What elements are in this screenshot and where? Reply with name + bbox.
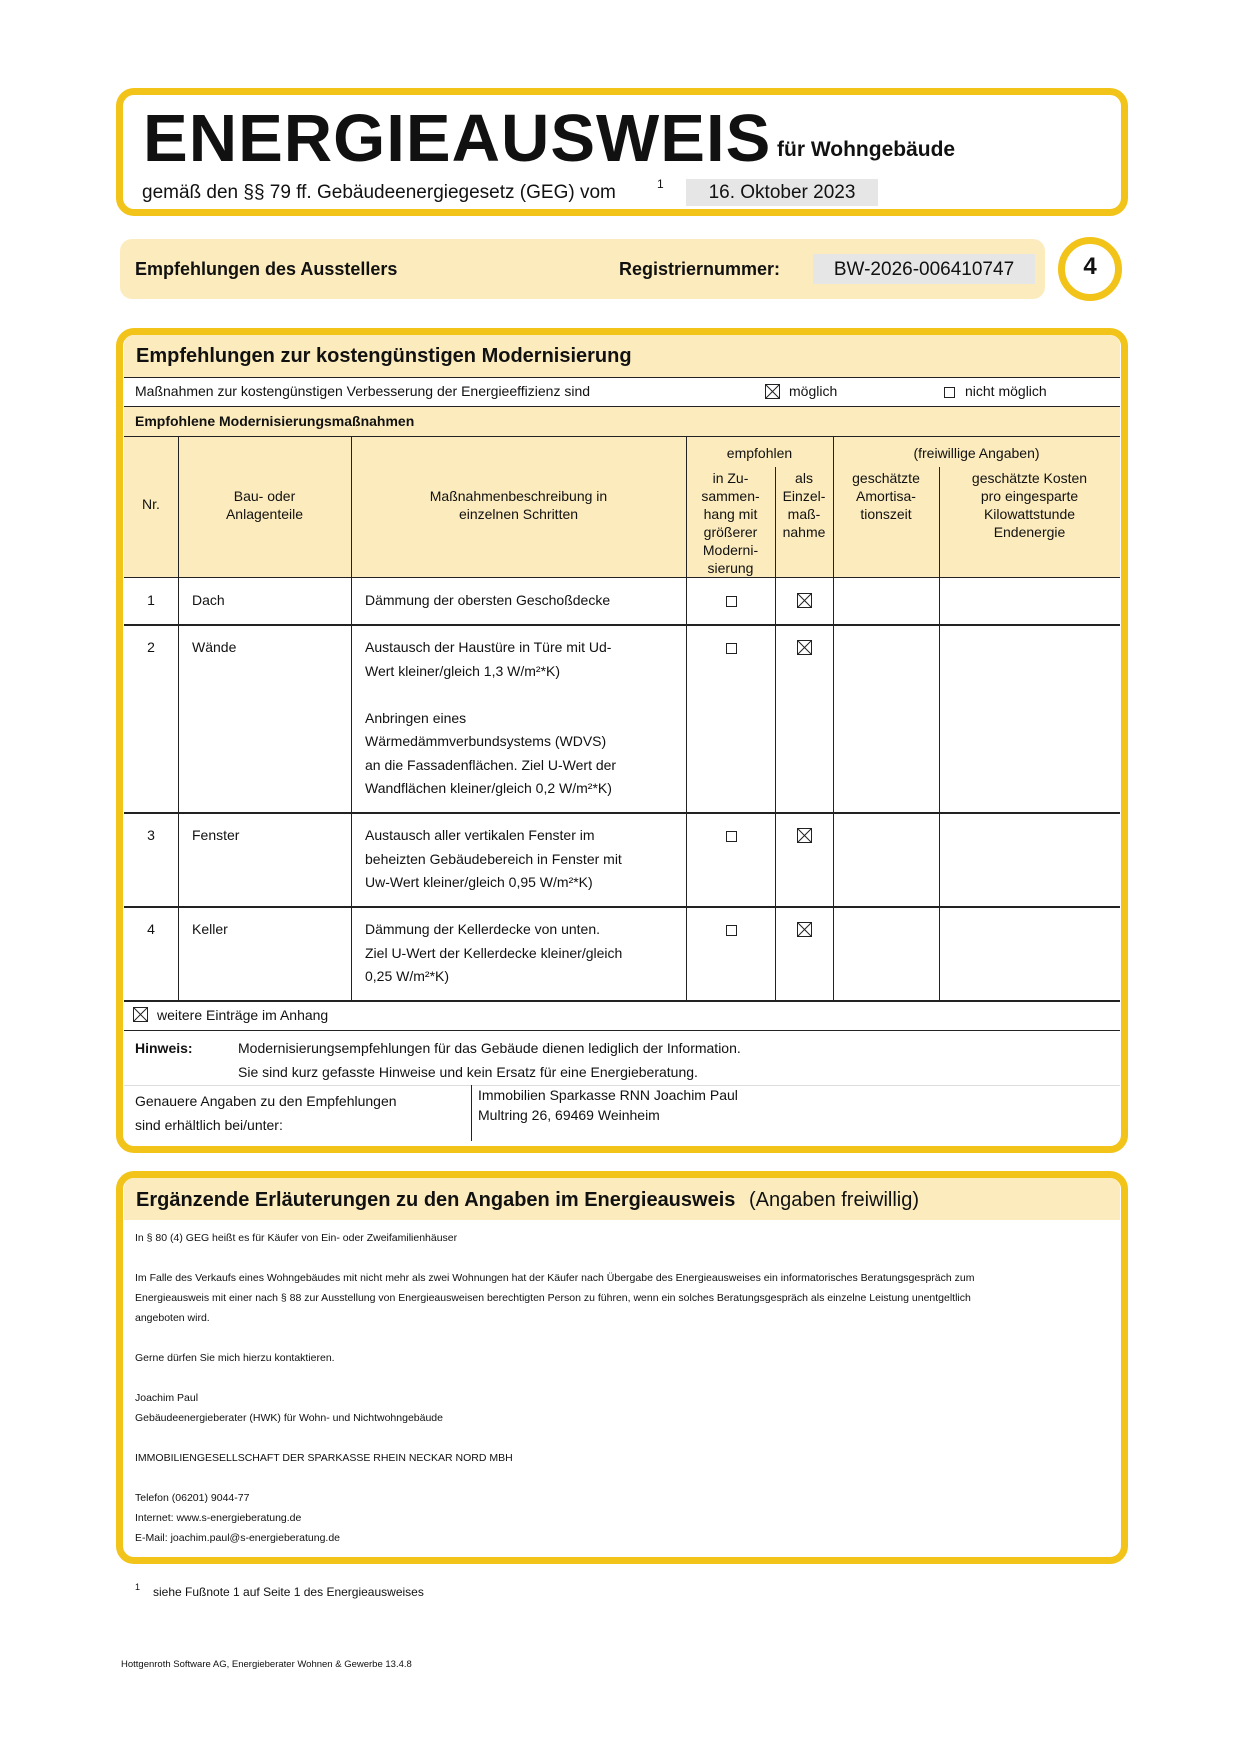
header-box xyxy=(116,88,1128,216)
erlaeuterungen-line: E-Mail: joachim.paul@s-energieberatung.de xyxy=(135,1532,341,1544)
erlaeuterungen-line: In § 80 (4) GEG heißt es für Käufer von Ein- oder Zweifamilienhäuser xyxy=(135,1232,458,1244)
row-2-part: Wände xyxy=(192,639,237,655)
row-2-in-zusammenhang-checkbox[interactable] xyxy=(726,643,737,654)
footnote-number: 1 xyxy=(135,1582,141,1592)
footnote-mark: 1 xyxy=(657,177,664,191)
section-label: Empfehlungen des Ausstellers xyxy=(135,259,398,279)
contact-value: Immobilien Sparkasse RNN Joachim Paul Multring 26, 69469 Weinheim xyxy=(478,1087,738,1123)
possible-label: möglich xyxy=(789,383,838,399)
row-1-description: Dämmung der obersten Geschoßdecke xyxy=(365,592,611,608)
possible-checkbox[interactable] xyxy=(765,384,780,399)
hinweis-label: Hinweis: xyxy=(135,1040,193,1056)
erlaeuterungen-line: Energieausweis mit einer nach § 88 zur Ausstellung von Energieausweisen berechtigten Person zu führen, wenn ein solches Beratungsgespräch als einzelne Leistung unentgeltlich xyxy=(135,1292,971,1304)
erlaeuterungen-title xyxy=(136,1189,919,1212)
erlaeuterungen-line: Im Falle des Verkaufs eines Wohngebäudes mit nicht mehr als zwei Wohnungen hat der Käufer nach Übergabe des Energieausweises ein informatorisches Beratungsgespräch zum xyxy=(135,1272,975,1284)
erlaeuterungen-line xyxy=(135,1248,1110,1268)
issue-date: 16. Oktober 2023 xyxy=(708,182,856,203)
erlaeuterungen-title-note: (Angaben freiwillig) xyxy=(748,1189,920,1211)
measures-possible-text: Maßnahmen zur kostengünstigen Verbesserung der Energieeffizienz sind xyxy=(135,383,591,399)
row-2-nr: 2 xyxy=(147,639,155,655)
erlaeuterungen-line: Internet: www.s-energieberatung.de xyxy=(135,1512,302,1524)
erlaeuterungen-line: Gebäudeenergieberater (HWK) für Wohn- und Nichtwohngebäude xyxy=(135,1412,443,1424)
software-credit: Hottgenroth Software AG, Energieberater Wohnen & Gewerbe 13.4.8 xyxy=(121,1659,412,1670)
row-3-einzel-checkbox[interactable] xyxy=(797,828,812,843)
erlaeuterungen-line: angeboten wird. xyxy=(135,1312,210,1324)
row-3-in-zusammenhang-checkbox[interactable] xyxy=(726,831,737,842)
erlaeuterungen-line: IMMOBILIENGESELLSCHAFT DER SPARKASSE RHEIN NECKAR NORD MBH xyxy=(135,1452,513,1464)
not-possible-label: nicht möglich xyxy=(965,383,1047,399)
col-header-description: Maßnahmenbeschreibung in einzelnen Schritten xyxy=(429,488,608,522)
row-2-description: Austausch der Haustüre in Türe mit Ud- Wert kleiner/gleich 1,3 W/m²*K) Anbringen eines Wärmedämmverbundsystems (WDVS) an die Fassadenflächen. Ziel U-Wert der Wandflächen kleiner/gleich 0,2 W/m²*K) xyxy=(365,639,617,796)
col-header-in-zusammenhang: in Zu- sammen- hang mit größerer Moderni- sierung xyxy=(701,470,760,576)
row-4-description: Dämmung der Kellerdecke von unten. Ziel U-Wert der Kellerdecke kleiner/gleich 0,25 W/m²*K) xyxy=(365,921,623,984)
col-header-einzel: als Einzel- maß- nahme xyxy=(782,470,826,540)
contact-label: Genauere Angaben zu den Empfehlungen sind erhältlich bei/unter: xyxy=(135,1093,397,1133)
modernisierung-title: Empfehlungen zur kostengünstigen Modernisierung xyxy=(136,345,632,367)
erlaeuterungen-text xyxy=(135,1228,1110,1548)
row-3-nr: 3 xyxy=(147,827,155,843)
erlaeuterungen-line xyxy=(135,1368,1110,1388)
registration-label: Registriernummer: xyxy=(619,259,781,279)
erlaeuterungen-line: Gerne dürfen Sie mich hierzu kontaktieren. xyxy=(135,1352,335,1364)
row-1-part: Dach xyxy=(192,592,225,608)
legal-basis: gemäß den §§ 79 ff. Gebäudeenergiegesetz (GEG) vom xyxy=(142,182,616,203)
row-4-einzel-checkbox[interactable] xyxy=(797,922,812,937)
col-header-amortisation: geschätzte Amortisa- tionszeit xyxy=(852,470,920,522)
page-number: 4 xyxy=(1083,253,1097,280)
erlaeuterungen-title-main: Ergänzende Erläuterungen zu den Angaben im Energieausweis xyxy=(136,1189,736,1211)
erlaeuterungen-line: Telefon (06201) 9044-77 xyxy=(135,1492,250,1504)
erlaeuterungen-line xyxy=(135,1328,1110,1348)
col-header-kosten: geschätzte Kosten pro eingesparte Kilowattstunde Endenergie xyxy=(971,470,1088,540)
row-4-nr: 4 xyxy=(147,921,155,937)
row-3-part: Fenster xyxy=(192,827,240,843)
row-4-part: Keller xyxy=(192,921,228,937)
row-4-in-zusammenhang-checkbox[interactable] xyxy=(726,925,737,936)
col-header-nr: Nr. xyxy=(142,496,160,512)
row-1-nr: 1 xyxy=(147,592,155,608)
registration-number: BW-2026-006410747 xyxy=(833,259,1015,280)
footnote-text: siehe Fußnote 1 auf Seite 1 des Energieausweises xyxy=(153,1585,424,1599)
hinweis-text: Modernisierungsempfehlungen für das Gebäude dienen lediglich der Information. Sie sind kurz gefasste Hinweise und kein Ersatz für eine Energieberatung. xyxy=(238,1040,741,1080)
erlaeuterungen-line xyxy=(135,1468,1110,1488)
row-1-einzel-checkbox[interactable] xyxy=(797,593,812,608)
not-possible-checkbox[interactable] xyxy=(944,387,955,398)
col-header-empfohlen: empfohlen xyxy=(726,445,793,461)
document-subtitle: für Wohngebäude xyxy=(777,138,956,161)
recommended-heading: Empfohlene Modernisierungsmaßnahmen xyxy=(135,413,415,429)
col-header-freiwillig: (freiwillige Angaben) xyxy=(913,445,1040,461)
document-title: ENERGIEAUSWEIS xyxy=(143,101,772,176)
erlaeuterungen-line: Joachim Paul xyxy=(135,1392,199,1404)
row-1-in-zusammenhang-checkbox[interactable] xyxy=(726,596,737,607)
erlaeuterungen-line xyxy=(135,1428,1110,1448)
row-3-description: Austausch aller vertikalen Fenster im beheizten Gebäudebereich in Fenster mit Uw-Wert kleiner/gleich 0,95 W/m²*K) xyxy=(365,827,622,890)
more-entries-checkbox[interactable] xyxy=(133,1007,148,1022)
row-2-einzel-checkbox[interactable] xyxy=(797,640,812,655)
more-entries-label: weitere Einträge im Anhang xyxy=(157,1007,329,1023)
col-header-part: Bau- oder Anlagenteile xyxy=(225,488,304,522)
